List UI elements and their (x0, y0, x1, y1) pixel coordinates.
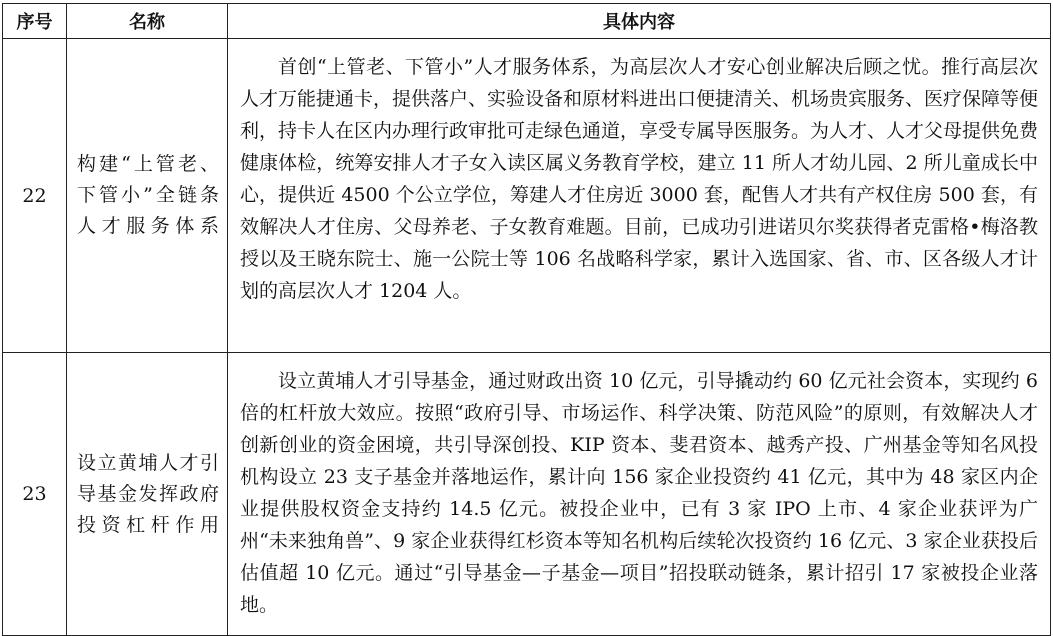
header-content: 具体内容 (228, 4, 1051, 39)
row-content (228, 353, 1051, 636)
row-content-text: 首创“上管老、下管小”人才服务体系，为高层次人才安心创业解决后顾之忧。推行高层次人才万能捷通卡，提供落户、实验设备和原材料进出口便捷清关、机场贵宾服务、医疗保障等便利，持卡人在区内办理行政审批可走绿色通道，享受专属导医服务。为人才、人才父母提供免费健康体检，统筹安排人才子女入读区属义务教育学校，建立 11 所人才幼儿园、2 所儿童成长中心，提供近 4500 个公立学位，筹建人才住房近 3000 套，配售人才共有产权住房 500 套，有效解决人才住房、父母养老、子女教育难题。目前，已成功引进诺贝尔奖获得者克雷格•梅洛教授以及王晓东院士、施一公院士等 106 名战略科学家，累计入选国家、省、市、区各级人才计划的高层次人才 1204 人。 (240, 56, 1039, 302)
header-seq: 序号 (3, 4, 67, 39)
row-seq: 22 (3, 39, 67, 353)
table-header-row (3, 4, 1051, 39)
header-name: 名称 (67, 4, 228, 39)
content-table (2, 3, 1051, 636)
table-row (3, 39, 1051, 353)
table-row (3, 353, 1051, 636)
row-content-text: 设立黄埔人才引导基金，通过财政出资 10 亿元，引导撬动约 60 亿元社会资本，实现约 6 倍的杠杆放大效应。按照“政府引导、市场运作、科学决策、防范风险”的原则，有效解决人才创新创业的资金困境，共引导深创投、KIP 资本、斐君资本、越秀产投、广州基金等知名风投机构设立 23 支子基金并落地运作，累计向 156 家企业投资约 41 亿元，其中为 48 家区内企业提供股权资金支持约 14.5 亿元。被投企业中，已有 3 家 IPO 上市、4 家企业获评为广州“未来独角兽”、9 家企业获得红杉资本等知名机构后续轮次投资约 16 亿元、3 家企业获投后估值超 10 亿元。通过“引导基金—子基金—项目”招投联动链条，累计招引 17 家被投企业落地。 (240, 370, 1038, 616)
row-seq: 23 (3, 353, 67, 636)
row-name: 设立黄埔人才引导基金发挥政府投资杠杆作用 (67, 353, 228, 636)
row-name: 构建“上管老、下管小”全链条人才服务体系 (67, 39, 228, 353)
row-content (228, 39, 1051, 353)
